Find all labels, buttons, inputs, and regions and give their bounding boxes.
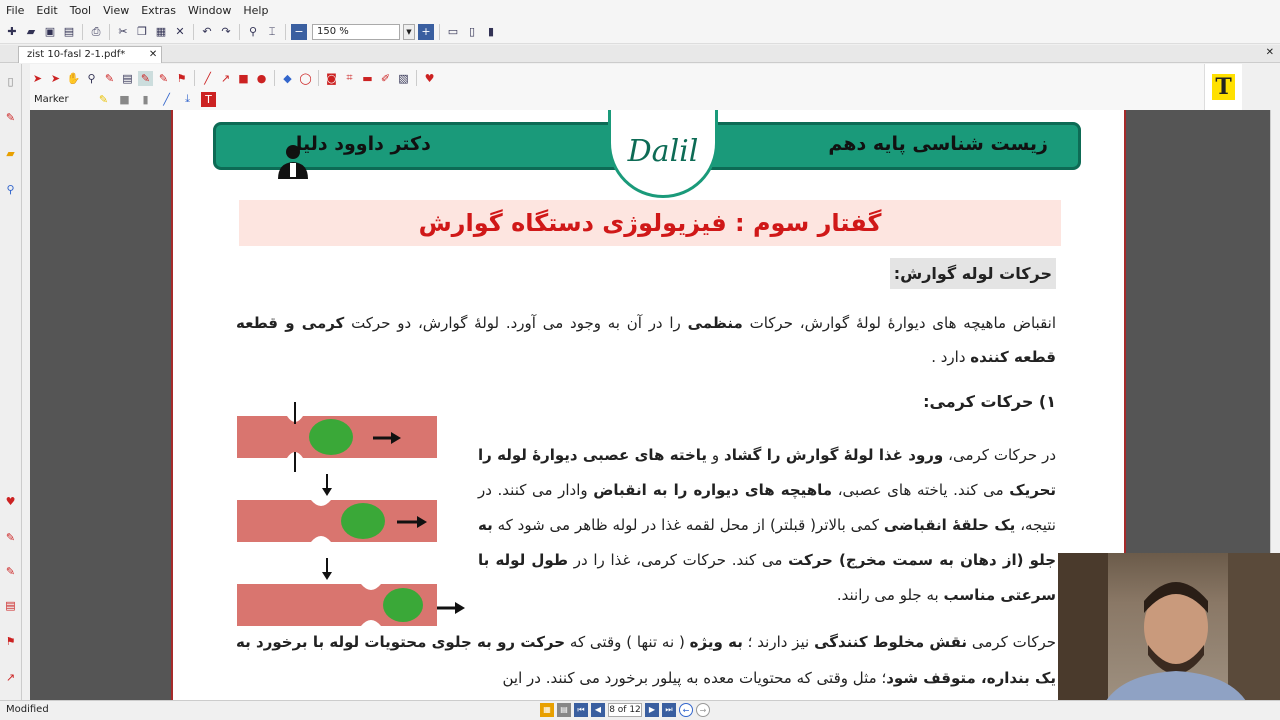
document-status: Modified	[6, 704, 49, 715]
menu-tool[interactable]: Tool	[69, 3, 92, 17]
find-icon[interactable]: ⚲	[248, 25, 258, 38]
download-icon[interactable]: ⤓	[185, 92, 190, 105]
bold-run: نقش مخلوط کنندگی	[814, 633, 968, 651]
ruler-side-icon[interactable]: ▤	[5, 599, 16, 612]
text-run: می کند. حرکات کرمی، غذا را در	[567, 551, 789, 569]
menu-window[interactable]: Window	[188, 3, 232, 17]
arrow-side-icon[interactable]: ↗	[5, 671, 16, 684]
toolbar-divider	[194, 70, 195, 86]
folder-icon[interactable]: ▰	[6, 147, 15, 160]
image-insert-icon[interactable]: ▧	[398, 71, 409, 85]
arrow-icon[interactable]: ↗	[220, 71, 231, 85]
attachment-icon[interactable]: ⚲	[6, 183, 15, 196]
left-tool-strip	[0, 64, 22, 700]
pointer-icon[interactable]: ➤	[32, 71, 43, 85]
menu-help[interactable]: Help	[243, 3, 269, 17]
next-page-icon[interactable]: ▶	[645, 703, 659, 717]
webcam-overlay	[1058, 553, 1280, 720]
copy-icon[interactable]: ❐	[137, 25, 147, 38]
favorites-heart-icon[interactable]: ♥	[424, 71, 435, 85]
bold-run: یاخته های عصبی دیوارۀ لوله را تحریک	[478, 446, 1057, 499]
bold-run: منظمی	[687, 314, 743, 332]
ellipse-icon[interactable]: ●	[256, 71, 267, 85]
fit-width-icon[interactable]: ▯	[468, 25, 476, 38]
tab-document[interactable]	[18, 46, 162, 63]
chapter-title: گفتار سوم : فیزیولوژی دستگاه گوارش	[239, 200, 1061, 246]
toolbar-divider	[274, 70, 275, 86]
toolbar-divider	[193, 24, 194, 40]
zoom-input[interactable]: 150 %	[312, 24, 400, 40]
stamp-icon[interactable]: ⚑	[176, 71, 187, 85]
subsection-heading: ۱) حرکات کرمی:	[923, 392, 1056, 411]
toolbar-divider	[109, 24, 110, 40]
menu-bar	[0, 0, 1280, 20]
line-icon[interactable]: ╱	[204, 71, 211, 85]
presenter-video	[1058, 553, 1280, 720]
open-folder-icon[interactable]: ▰	[26, 25, 36, 38]
bold-run: ماهیچه های دیواره را به انقباض	[593, 481, 833, 499]
paragraph-mixing	[236, 624, 1056, 696]
text-run: انقباض ماهیچه های دیوارۀ لولۀ گوارش، حرکات	[742, 314, 1056, 332]
hand-icon[interactable]: ✋	[66, 71, 81, 85]
print-icon[interactable]: ⎙	[91, 24, 101, 38]
bold-run: طول لوله با سرعتی مناسب	[478, 551, 1056, 604]
course-name: زیست شناسی پایه دهم	[828, 133, 1048, 155]
menu-edit[interactable]: Edit	[36, 3, 58, 17]
text-run: و	[707, 446, 725, 464]
bookmark-icon[interactable]: ▯	[7, 75, 14, 88]
marker-side-icon[interactable]: ✎	[5, 565, 16, 578]
paste-icon[interactable]: ▦	[155, 25, 167, 38]
pencil-side-icon[interactable]: ✎	[5, 531, 16, 544]
text-tool-icon[interactable]: T	[201, 92, 216, 107]
zoom-tool-icon[interactable]: ⚲	[87, 71, 96, 85]
gut-tube-2	[237, 500, 437, 542]
text-run: ؛ مثل وقتی که محتویات معده به پیلور برخورد می کنند. در این	[502, 669, 887, 687]
bold-run: به جلو (از دهان به سمت مخرج) حرکت	[478, 516, 1057, 569]
pin-icon[interactable]: ✎	[5, 111, 16, 124]
peristalsis-diagram	[231, 402, 471, 642]
crop-icon[interactable]: ⌗	[346, 71, 353, 84]
page-navigator	[540, 703, 710, 717]
last-page-icon[interactable]: ⏭	[662, 703, 676, 717]
line-width-icon[interactable]: ▮	[142, 92, 149, 106]
status-bar	[0, 700, 1280, 720]
fill-color-icon[interactable]: ■	[119, 92, 130, 106]
pdf-page	[171, 110, 1126, 700]
toolbar-divider	[416, 70, 417, 86]
text-run: ( نه تنها ) وقتی که	[565, 633, 690, 651]
undo-icon[interactable]: ↶	[202, 25, 212, 38]
rectangle-icon[interactable]: ■	[238, 71, 249, 85]
text-stamp-letter: T	[1212, 74, 1234, 100]
zoom-in-icon[interactable]: +	[418, 24, 434, 40]
toolbar-divider	[318, 70, 319, 86]
text-run: وادار می کنند. در نتیجه،	[478, 481, 1056, 534]
brand-logo	[608, 110, 718, 198]
layout-icon[interactable]: ▤	[557, 703, 571, 717]
text-run: نیز دارند ؛	[742, 633, 815, 651]
section-heading: حرکات لوله گوارش:	[890, 258, 1056, 289]
delete-icon[interactable]: ✕	[175, 25, 185, 38]
back-icon[interactable]: ←	[679, 703, 693, 717]
text-run: کمی بالاتر( قبلتر) از محل لقمه غذا در لوله ظاهر می شود که	[492, 516, 884, 534]
redo-icon[interactable]: ↷	[221, 25, 231, 38]
text-run: حرکات کرمی	[967, 633, 1057, 651]
chevron-down-icon[interactable]: ▼	[403, 24, 415, 40]
highlight-icon[interactable]: ✎	[158, 71, 169, 85]
toolbar-divider	[285, 24, 286, 40]
new-file-icon[interactable]: ✚	[7, 25, 17, 38]
page-number-input[interactable]: 8 of 12	[609, 705, 641, 715]
paragraph-peristalsis	[478, 438, 1056, 613]
paragraph-intro	[236, 306, 1056, 374]
marker-icon[interactable]: ✎	[138, 71, 153, 86]
camera-icon[interactable]: ◙	[326, 71, 337, 85]
fullscreen-icon[interactable]: ▮	[487, 25, 495, 38]
gut-tube-3	[237, 584, 465, 626]
text-stamp-button[interactable]	[1204, 64, 1242, 110]
lasso-icon[interactable]: ◯	[299, 71, 312, 85]
heart-icon[interactable]: ♥	[5, 495, 16, 508]
cut-icon[interactable]: ✂	[118, 25, 128, 38]
select-icon[interactable]: ⌶	[268, 24, 276, 38]
measure-icon[interactable]: ✐	[380, 71, 391, 85]
tab-title: zist 10-fasl 2-1.pdf*	[27, 49, 126, 60]
eraser-icon[interactable]: ◆	[283, 71, 292, 85]
opacity-icon[interactable]: ╱	[163, 92, 170, 106]
select-pointer-icon[interactable]: ➤	[50, 71, 61, 85]
thumbnails-icon[interactable]: ▦	[540, 703, 554, 717]
text-run: به جلو می رانند.	[836, 586, 944, 604]
save-as-icon[interactable]: ▤	[63, 25, 75, 38]
menu-extras[interactable]: Extras	[141, 3, 176, 17]
text-run: می کند. یاخته های عصبی،	[832, 481, 1010, 499]
bold-run: کرمی و قطعه قطعه کننده	[236, 314, 1056, 366]
save-icon[interactable]: ▣	[44, 25, 56, 38]
annotation-toolbar	[30, 64, 1242, 110]
first-page-icon[interactable]: ⏮	[574, 703, 588, 717]
color-picker-icon[interactable]: ✎	[98, 92, 109, 106]
fit-page-icon[interactable]: ▭	[447, 25, 459, 38]
brand-logo-text: Dalil	[627, 134, 699, 169]
toolbar-divider	[82, 24, 83, 40]
current-tool-label: Marker	[34, 93, 69, 105]
text-run: را در آن به وجود می آورد. لولۀ گوارش، دو حرکت	[344, 314, 688, 332]
bold-run: به ویژه	[689, 633, 743, 651]
close-icon[interactable]: ✕	[148, 49, 158, 60]
pencil-icon[interactable]: ✎	[104, 71, 115, 85]
bold-run: یک حلقۀ انقباضی	[883, 516, 1016, 534]
tab-bar	[0, 45, 1280, 63]
main-toolbar	[0, 20, 1280, 44]
toolbar-divider	[439, 24, 440, 40]
menu-view[interactable]: View	[103, 3, 130, 17]
text-run: دارد .	[931, 348, 971, 366]
menu-file[interactable]: File	[6, 3, 25, 17]
zoom-out-icon[interactable]: −	[291, 24, 307, 40]
gut-tube-1	[237, 402, 437, 472]
prev-page-icon[interactable]: ◀	[591, 703, 605, 717]
ruler-icon[interactable]: ▬	[362, 71, 373, 85]
close-window-icon[interactable]: ✕	[1265, 47, 1274, 58]
stamp-side-icon[interactable]: ⚑	[5, 635, 16, 648]
bold-run: حرکت رو به جلوی محتویات لوله با برخورد به یک بنداره، متوقف شود	[236, 633, 1056, 687]
bold-run: ورود غذا لولۀ گوارش را گشاد	[724, 446, 944, 464]
forward-icon[interactable]: →	[696, 703, 710, 717]
toolbar-divider	[239, 24, 240, 40]
author-name: دکتر داوود دلیل	[286, 133, 431, 155]
text-box-icon[interactable]: ▤	[122, 71, 133, 85]
text-run: در حرکات کرمی،	[943, 446, 1057, 464]
